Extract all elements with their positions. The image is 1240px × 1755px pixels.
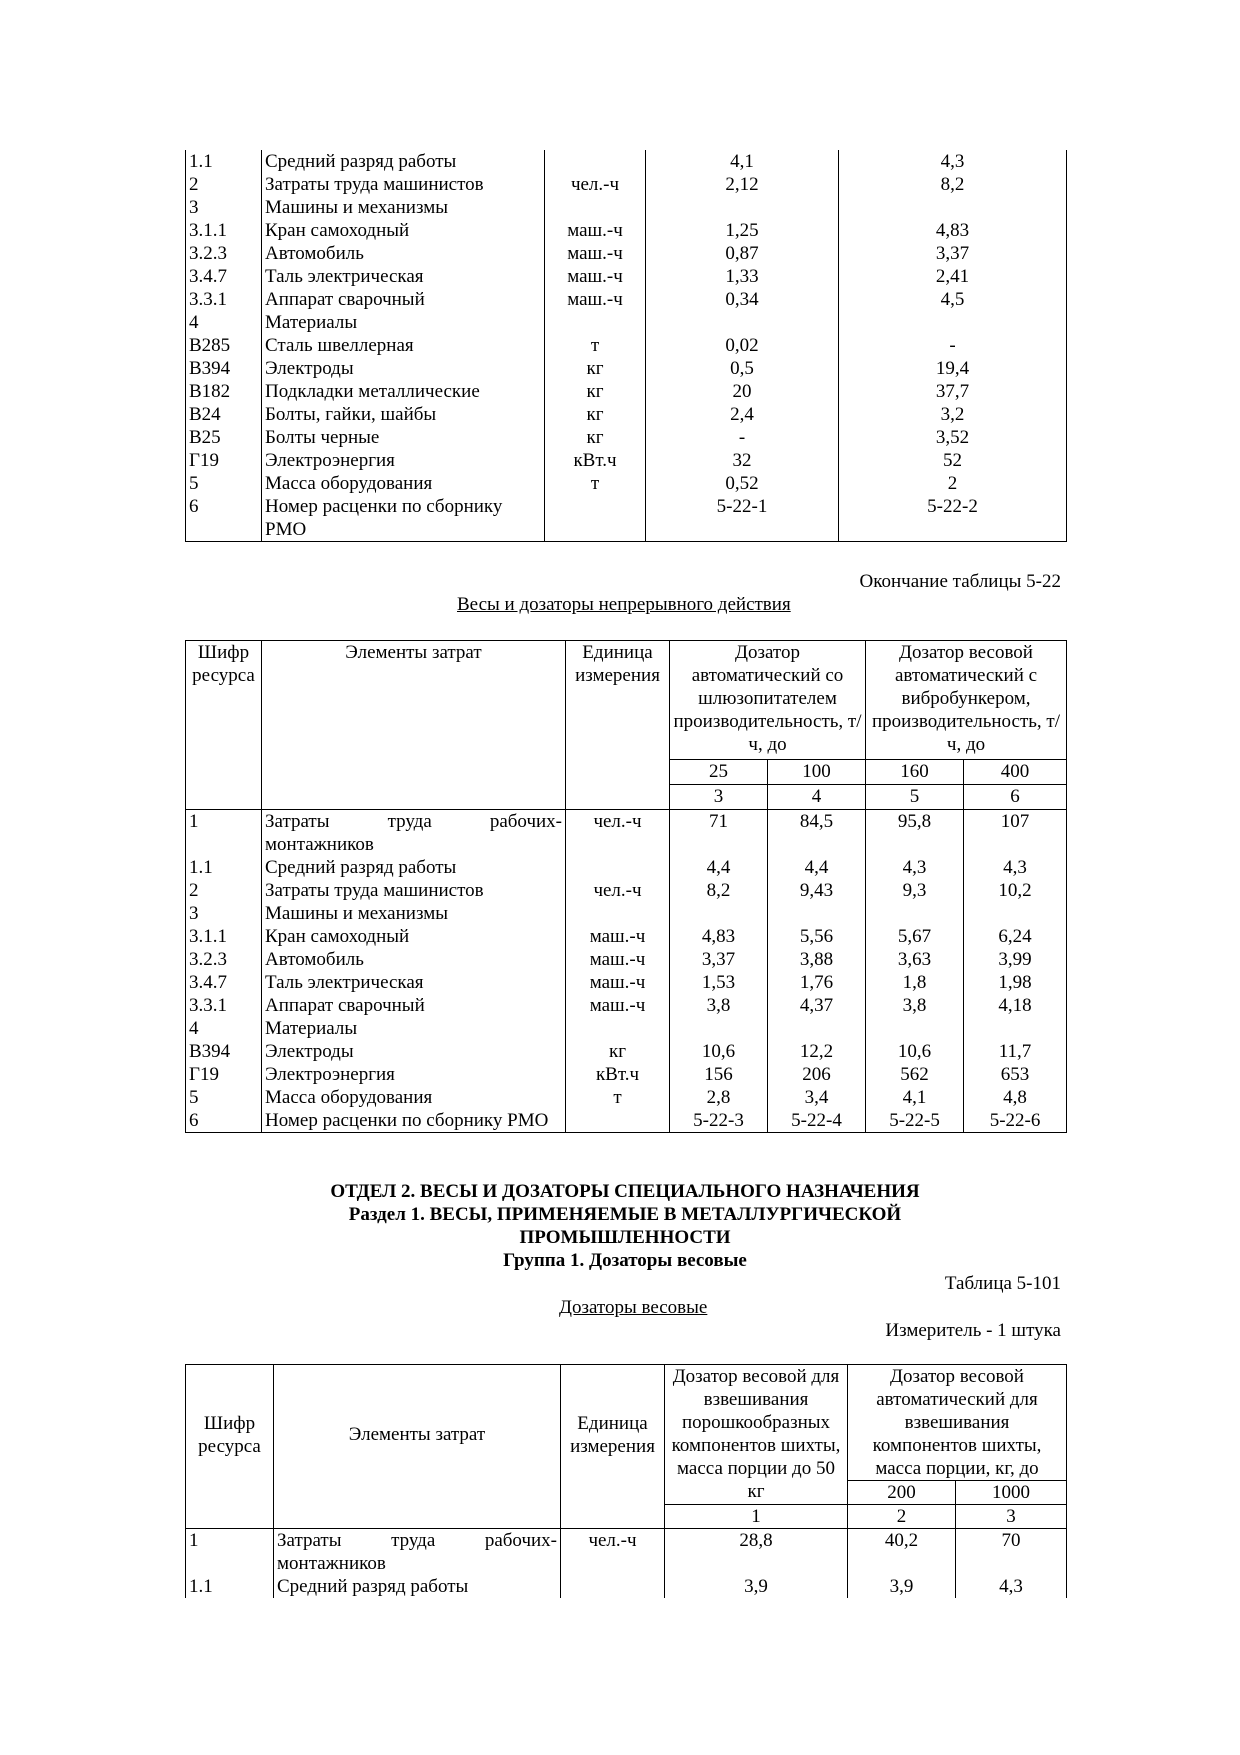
value-cell: 1,53 — [670, 971, 768, 994]
value-cell: 5-22-2 — [839, 495, 1067, 542]
resource-code: 5 — [186, 1086, 262, 1109]
resource-code: 3.2.3 — [186, 242, 262, 265]
header-unit: Единица измерения — [561, 1365, 665, 1505]
cost-element: Затраты труда рабочих-монтажников — [274, 1529, 561, 1576]
column-number: 5 — [866, 785, 964, 810]
cost-element: Электроэнергия — [262, 449, 545, 472]
table-row — [186, 971, 1067, 994]
value-cell: 19,4 — [839, 357, 1067, 380]
table-row — [186, 495, 1067, 542]
cost-element: Автомобиль — [262, 948, 566, 971]
value-cell: 4,4 — [670, 856, 768, 879]
value-cell — [670, 902, 768, 925]
value-cell: 3,8 — [866, 994, 964, 1017]
resource-code: 3.4.7 — [186, 971, 262, 994]
cost-element: Материалы — [262, 311, 545, 334]
value-cell: 4,3 — [839, 150, 1067, 173]
value-cell — [866, 902, 964, 925]
resource-code: Г19 — [186, 449, 262, 472]
cost-element: Затраты труда машинистов — [262, 173, 545, 196]
table-row — [186, 925, 1067, 948]
column-number: 6 — [964, 785, 1067, 810]
unit: кг — [545, 426, 646, 449]
cost-element: Аппарат сварочный — [262, 288, 545, 311]
capacity-cell: 200 — [848, 1481, 956, 1505]
column-number: 3 — [956, 1505, 1067, 1529]
cost-element: Аппарат сварочный — [262, 994, 566, 1017]
value-cell: 3,2 — [839, 403, 1067, 426]
unit: кг — [566, 1040, 670, 1063]
value-cell: 0,02 — [646, 334, 839, 357]
value-cell: 3,88 — [768, 948, 866, 971]
value-cell: 10,6 — [670, 1040, 768, 1063]
cost-element: Средний разряд работы — [274, 1575, 561, 1598]
table-row — [186, 150, 1067, 173]
unit: чел.-ч — [545, 173, 646, 196]
cost-element: Электроэнергия — [262, 1063, 566, 1086]
table-title-weigh-dosers: Дозаторы весовые — [559, 1297, 708, 1318]
value-cell: 0,87 — [646, 242, 839, 265]
table-row — [186, 265, 1067, 288]
value-cell: 8,2 — [839, 173, 1067, 196]
value-cell: 5-22-4 — [768, 1109, 866, 1133]
unit — [566, 1017, 670, 1040]
header-code: Шифр ресурса — [186, 641, 262, 810]
cost-element: Затраты труда машинистов — [262, 879, 566, 902]
table3-body — [186, 1529, 1067, 1599]
value-cell: 2,4 — [646, 403, 839, 426]
meter-caption: Измеритель - 1 штука — [885, 1320, 1061, 1341]
value-cell: 8,2 — [670, 879, 768, 902]
header-unit: Единица измерения — [566, 641, 670, 810]
value-cell — [768, 1017, 866, 1040]
resource-code: 1.1 — [186, 150, 262, 173]
cost-element: Материалы — [262, 1017, 566, 1040]
table-row — [186, 1575, 1067, 1598]
unit: кВт.ч — [545, 449, 646, 472]
cost-element: Электроды — [262, 357, 545, 380]
column-number: 3 — [670, 785, 768, 810]
resource-code: 2 — [186, 173, 262, 196]
value-cell: 2,8 — [670, 1086, 768, 1109]
resource-code: 1 — [186, 810, 262, 857]
value-cell: 4,3 — [956, 1575, 1067, 1598]
value-cell — [839, 311, 1067, 334]
value-cell: 4,3 — [964, 856, 1067, 879]
header-elements: Элементы затрат — [262, 641, 566, 810]
unit: маш.-ч — [566, 994, 670, 1017]
unit: маш.-ч — [545, 288, 646, 311]
cost-element: Масса оборудования — [262, 1086, 566, 1109]
table-row — [186, 1017, 1067, 1040]
table-row — [186, 472, 1067, 495]
value-cell: 4,3 — [866, 856, 964, 879]
table-row — [186, 1063, 1067, 1086]
table1-body — [186, 150, 1067, 542]
value-cell: 6,24 — [964, 925, 1067, 948]
capacity-cell: 400 — [964, 760, 1067, 785]
table-row — [186, 856, 1067, 879]
table-row — [186, 994, 1067, 1017]
value-cell: 4,83 — [670, 925, 768, 948]
resource-code: 6 — [186, 1109, 262, 1133]
resource-code: Г19 — [186, 1063, 262, 1086]
value-cell: 2 — [839, 472, 1067, 495]
value-cell: 11,7 — [964, 1040, 1067, 1063]
capacity-cell: 25 — [670, 760, 768, 785]
value-cell: 1,33 — [646, 265, 839, 288]
table-row — [186, 902, 1067, 925]
resource-code: 3.3.1 — [186, 994, 262, 1017]
value-cell: 3,37 — [670, 948, 768, 971]
otdel-heading: ОТДЕЛ 2. ВЕСЫ И ДОЗАТОРЫ СПЕЦИАЛЬНОГО НАЗНАЧЕНИЯ — [330, 1181, 920, 1202]
cost-element: Машины и механизмы — [262, 196, 545, 219]
cost-element: Средний разряд работы — [262, 856, 566, 879]
value-cell — [866, 1017, 964, 1040]
cost-element: Масса оборудования — [262, 472, 545, 495]
resource-code: В182 — [186, 380, 262, 403]
table-row — [186, 1529, 1067, 1576]
capacity-cell: 100 — [768, 760, 866, 785]
resource-code: 3 — [186, 196, 262, 219]
value-cell: 5,67 — [866, 925, 964, 948]
table-row — [186, 334, 1067, 357]
resource-code: 6 — [186, 495, 262, 542]
value-cell: - — [839, 334, 1067, 357]
table2-body — [186, 810, 1067, 1133]
value-cell: 9,43 — [768, 879, 866, 902]
cost-element: Кран самоходный — [262, 219, 545, 242]
unit — [561, 1575, 665, 1598]
resource-code: 3.1.1 — [186, 925, 262, 948]
resource-code: 3 — [186, 902, 262, 925]
value-cell — [646, 311, 839, 334]
table-row — [186, 242, 1067, 265]
gruppa-heading: Группа 1. Дозаторы весовые — [503, 1250, 747, 1271]
value-cell: 0,52 — [646, 472, 839, 495]
header-group-charge-doser: Дозатор весовой автоматический для взвешивания компонентов шихты, масса порции, кг, до — [848, 1365, 1067, 1481]
header-elements: Элементы затрат — [274, 1365, 561, 1505]
unit: маш.-ч — [545, 265, 646, 288]
table-5-101 — [185, 1364, 1067, 1598]
value-cell — [646, 196, 839, 219]
razdel-heading-line1: Раздел 1. ВЕСЫ, ПРИМЕНЯЕМЫЕ В МЕТАЛЛУРГИЧЕСКОЙ — [348, 1204, 902, 1225]
value-cell: 3,8 — [670, 994, 768, 1017]
table-row — [186, 288, 1067, 311]
header-group-airlock-feeder: Дозатор автоматический со шлюзопитателем производительность, т/ч, до — [670, 641, 866, 760]
table-row — [186, 426, 1067, 449]
value-cell: 3,4 — [768, 1086, 866, 1109]
value-cell: 32 — [646, 449, 839, 472]
value-cell: 4,5 — [839, 288, 1067, 311]
unit: маш.-ч — [545, 219, 646, 242]
value-cell: 156 — [670, 1063, 768, 1086]
value-cell: 37,7 — [839, 380, 1067, 403]
cost-element: Средний разряд работы — [262, 150, 545, 173]
cost-element: Электроды — [262, 1040, 566, 1063]
table-5-22-continuation — [185, 150, 1067, 542]
table-row — [186, 173, 1067, 196]
resource-code: В394 — [186, 357, 262, 380]
cost-element: Болты черные — [262, 426, 545, 449]
value-cell: 4,1 — [646, 150, 839, 173]
unit — [545, 196, 646, 219]
razdel-heading-line2: ПРОМЫШЛЕННОСТИ — [519, 1227, 731, 1248]
cost-element: Кран самоходный — [262, 925, 566, 948]
header-code: Шифр ресурса — [186, 1365, 274, 1505]
value-cell: 12,2 — [768, 1040, 866, 1063]
value-cell: 1,25 — [646, 219, 839, 242]
resource-code: 3.2.3 — [186, 948, 262, 971]
unit: т — [545, 334, 646, 357]
value-cell: 52 — [839, 449, 1067, 472]
value-cell: 3,52 — [839, 426, 1067, 449]
table-continuation-caption: Окончание таблицы 5-22 — [859, 571, 1061, 592]
cost-element: Автомобиль — [262, 242, 545, 265]
unit: кВт.ч — [566, 1063, 670, 1086]
value-cell: 1,8 — [866, 971, 964, 994]
value-cell: 84,5 — [768, 810, 866, 857]
value-cell: 3,99 — [964, 948, 1067, 971]
cost-element: Сталь швеллерная — [262, 334, 545, 357]
resource-code: В25 — [186, 426, 262, 449]
capacity-cell: 1000 — [956, 1481, 1067, 1505]
value-cell: 5-22-6 — [964, 1109, 1067, 1133]
value-cell — [964, 1017, 1067, 1040]
value-cell: 3,63 — [866, 948, 964, 971]
column-number: 4 — [768, 785, 866, 810]
table-row — [186, 357, 1067, 380]
unit: кг — [545, 403, 646, 426]
value-cell: 1,98 — [964, 971, 1067, 994]
value-cell: 5-22-5 — [866, 1109, 964, 1133]
cost-element: Номер расценки по сборнику РМО — [262, 495, 545, 542]
value-cell: 4,1 — [866, 1086, 964, 1109]
unit: чел.-ч — [561, 1529, 665, 1576]
table-row — [186, 879, 1067, 902]
resource-code: 5 — [186, 472, 262, 495]
resource-code: 1.1 — [186, 856, 262, 879]
value-cell: 2,12 — [646, 173, 839, 196]
value-cell: 4,4 — [768, 856, 866, 879]
value-cell: 40,2 — [848, 1529, 956, 1576]
cost-element: Болты, гайки, шайбы — [262, 403, 545, 426]
table-title-continuous: Весы и дозаторы непрерывного действия — [457, 594, 791, 615]
header-group-powder-doser: Дозатор весовой для взвешивания порошкообразных компонентов шихты, масса порции до 50 кг — [665, 1365, 848, 1505]
unit: чел.-ч — [566, 810, 670, 857]
value-cell: 3,9 — [665, 1575, 848, 1598]
resource-code: В24 — [186, 403, 262, 426]
value-cell: 206 — [768, 1063, 866, 1086]
value-cell: 5-22-1 — [646, 495, 839, 542]
value-cell: 95,8 — [866, 810, 964, 857]
unit: чел.-ч — [566, 879, 670, 902]
table-row — [186, 1109, 1067, 1133]
table-row — [186, 449, 1067, 472]
resource-code: 1 — [186, 1529, 274, 1576]
value-cell — [839, 196, 1067, 219]
resource-code: 3.4.7 — [186, 265, 262, 288]
table-row — [186, 1040, 1067, 1063]
unit — [566, 1109, 670, 1133]
value-cell: 1,76 — [768, 971, 866, 994]
cost-element: Номер расценки по сборнику РМО — [262, 1109, 566, 1133]
unit: т — [545, 472, 646, 495]
header-group-vibro-hopper: Дозатор весовой автоматический с вибробункером, производительность, т/ч, до — [866, 641, 1067, 760]
unit: кг — [545, 357, 646, 380]
value-cell: 3,37 — [839, 242, 1067, 265]
unit: маш.-ч — [566, 925, 670, 948]
value-cell: 4,83 — [839, 219, 1067, 242]
resource-code: 3.1.1 — [186, 219, 262, 242]
table-row — [186, 380, 1067, 403]
value-cell: 20 — [646, 380, 839, 403]
value-cell: 10,2 — [964, 879, 1067, 902]
table-row — [186, 219, 1067, 242]
unit: маш.-ч — [566, 971, 670, 994]
cost-element: Таль электрическая — [262, 265, 545, 288]
value-cell: 5-22-3 — [670, 1109, 768, 1133]
value-cell: 562 — [866, 1063, 964, 1086]
column-number: 2 — [848, 1505, 956, 1529]
table-row — [186, 311, 1067, 334]
cost-element: Таль электрическая — [262, 971, 566, 994]
unit — [545, 495, 646, 542]
value-cell: 9,3 — [866, 879, 964, 902]
value-cell: 4,8 — [964, 1086, 1067, 1109]
value-cell: 10,6 — [866, 1040, 964, 1063]
value-cell: 70 — [956, 1529, 1067, 1576]
table-row — [186, 810, 1067, 857]
unit — [566, 902, 670, 925]
value-cell — [670, 1017, 768, 1040]
table-row — [186, 403, 1067, 426]
capacity-cell: 160 — [866, 760, 964, 785]
resource-code: 1.1 — [186, 1575, 274, 1598]
value-cell: 71 — [670, 810, 768, 857]
value-cell — [768, 902, 866, 925]
value-cell: 5,56 — [768, 925, 866, 948]
unit: маш.-ч — [545, 242, 646, 265]
value-cell — [964, 902, 1067, 925]
unit — [545, 150, 646, 173]
resource-code: 2 — [186, 879, 262, 902]
table-row — [186, 1086, 1067, 1109]
value-cell: 653 — [964, 1063, 1067, 1086]
value-cell: 28,8 — [665, 1529, 848, 1576]
value-cell: - — [646, 426, 839, 449]
resource-code: 4 — [186, 1017, 262, 1040]
value-cell: 4,37 — [768, 994, 866, 1017]
value-cell: 2,41 — [839, 265, 1067, 288]
value-cell: 0,5 — [646, 357, 839, 380]
value-cell: 4,18 — [964, 994, 1067, 1017]
value-cell: 3,9 — [848, 1575, 956, 1598]
cost-element: Подкладки металлические — [262, 380, 545, 403]
unit: т — [566, 1086, 670, 1109]
resource-code: В394 — [186, 1040, 262, 1063]
resource-code: 3.3.1 — [186, 288, 262, 311]
table-row — [186, 196, 1067, 219]
table-number: Таблица 5-101 — [944, 1273, 1061, 1294]
cost-element: Затраты труда рабочих-монтажников — [262, 810, 566, 857]
resource-code: В285 — [186, 334, 262, 357]
column-number: 1 — [665, 1505, 848, 1529]
unit — [545, 311, 646, 334]
table-continuous-dosers — [185, 640, 1067, 1133]
cost-element: Машины и механизмы — [262, 902, 566, 925]
value-cell: 107 — [964, 810, 1067, 857]
value-cell: 0,34 — [646, 288, 839, 311]
unit — [566, 856, 670, 879]
resource-code: 4 — [186, 311, 262, 334]
unit: маш.-ч — [566, 948, 670, 971]
table-row — [186, 948, 1067, 971]
unit: кг — [545, 380, 646, 403]
